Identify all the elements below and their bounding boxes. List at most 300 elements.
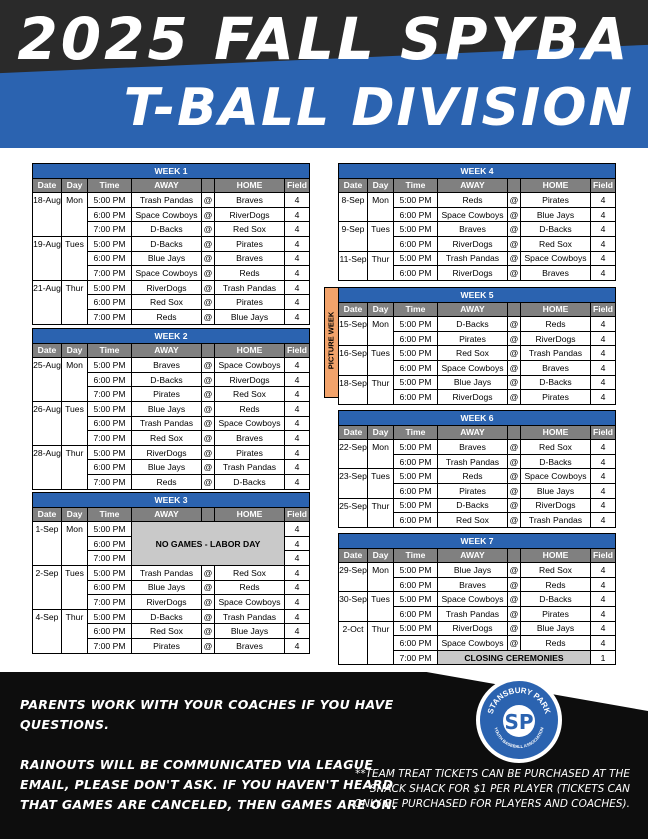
date-cell: 22-Sep: [339, 440, 368, 455]
day-cell: [62, 624, 88, 639]
day-cell: [368, 331, 394, 346]
day-cell: [368, 390, 394, 405]
time-cell: 5:00 PM: [88, 522, 132, 537]
time-cell: 7:00 PM: [88, 595, 132, 610]
column-header: Time: [394, 178, 438, 193]
day-cell: [62, 295, 88, 310]
field-cell: 4: [285, 266, 310, 281]
vs-cell: @: [508, 236, 521, 251]
home-cell: Braves: [215, 638, 285, 653]
date-cell: [339, 577, 368, 592]
field-cell: 4: [591, 346, 616, 361]
game-row: [33, 460, 310, 475]
date-cell: [339, 207, 368, 222]
time-cell: 5:00 PM: [394, 346, 438, 361]
footer-note: [354, 767, 630, 812]
field-cell: 4: [591, 563, 616, 578]
date-cell: 26-Aug: [33, 401, 62, 416]
date-cell: 25-Aug: [33, 358, 62, 373]
footer-note-3: ONLY BE PURCHASED FOR PLAYERS AND COACHES).: [353, 798, 630, 810]
week-table-7: [338, 533, 615, 665]
game-row: [33, 522, 310, 537]
home-cell: Space Cowboys: [215, 358, 285, 373]
vs-cell: @: [508, 592, 521, 607]
away-cell: Blue Jays: [132, 460, 202, 475]
date-cell: 1-Sep: [33, 522, 62, 537]
game-row: [33, 236, 310, 251]
time-cell: 6:00 PM: [88, 416, 132, 431]
time-cell: 6:00 PM: [394, 513, 438, 528]
day-cell: Mon: [62, 193, 88, 208]
column-header: Field: [591, 302, 616, 317]
column-header: Field: [285, 507, 310, 522]
home-cell: Pirates: [521, 606, 591, 621]
home-cell: Trash Pandas: [521, 346, 591, 361]
date-cell: [33, 595, 62, 610]
field-cell: 4: [285, 295, 310, 310]
time-cell: 5:00 PM: [394, 222, 438, 237]
date-cell: [339, 390, 368, 405]
time-cell: 5:00 PM: [88, 358, 132, 373]
vs-cell: @: [508, 331, 521, 346]
home-cell: Red Sox: [521, 236, 591, 251]
date-cell: [33, 387, 62, 402]
time-cell: 5:00 PM: [394, 469, 438, 484]
week-title: WEEK 4: [339, 164, 616, 179]
column-header: Day: [368, 178, 394, 193]
game-row: [339, 207, 616, 222]
away-cell: Blue Jays: [132, 401, 202, 416]
date-cell: 21-Aug: [33, 280, 62, 295]
date-cell: [33, 624, 62, 639]
date-cell: 25-Sep: [339, 498, 368, 513]
column-header-spacer: [202, 507, 215, 522]
date-cell: [33, 207, 62, 222]
vs-cell: @: [202, 474, 215, 489]
game-row: [339, 650, 616, 665]
day-cell: Tues: [368, 592, 394, 607]
field-cell: 4: [591, 498, 616, 513]
time-cell: 6:00 PM: [394, 577, 438, 592]
field-cell: 4: [591, 483, 616, 498]
home-cell: Braves: [521, 360, 591, 375]
home-cell: Space Cowboys: [215, 416, 285, 431]
home-cell: Red Sox: [215, 222, 285, 237]
week-table-3: [32, 492, 309, 654]
game-row: [339, 606, 616, 621]
column-header: Field: [285, 178, 310, 193]
home-cell: D-Backs: [521, 222, 591, 237]
week-title: WEEK 1: [33, 164, 310, 179]
vs-cell: @: [508, 563, 521, 578]
field-cell: 4: [285, 638, 310, 653]
vs-cell: @: [508, 375, 521, 390]
away-cell: Trash Pandas: [438, 454, 508, 469]
away-cell: D-Backs: [438, 317, 508, 332]
column-header: Field: [285, 343, 310, 358]
away-cell: RiverDogs: [438, 390, 508, 405]
game-row: [33, 251, 310, 266]
vs-cell: @: [508, 454, 521, 469]
game-row: [33, 309, 310, 324]
time-cell: 6:00 PM: [394, 331, 438, 346]
field-cell: 4: [591, 390, 616, 405]
game-row: [33, 295, 310, 310]
home-cell: Red Sox: [521, 440, 591, 455]
date-cell: [339, 454, 368, 469]
column-header: Date: [339, 548, 368, 563]
time-cell: 5:00 PM: [88, 609, 132, 624]
date-cell: [33, 460, 62, 475]
column-header: Date: [339, 178, 368, 193]
vs-cell: @: [508, 636, 521, 651]
title-line-2: T-BALL DIVISION: [123, 78, 634, 138]
field-cell: 1: [591, 650, 616, 665]
column-header: Day: [62, 178, 88, 193]
header-banner: [0, 0, 648, 148]
game-row: [339, 498, 616, 513]
date-cell: 18-Aug: [33, 193, 62, 208]
game-row: [33, 565, 310, 580]
field-cell: 4: [591, 636, 616, 651]
away-cell: D-Backs: [132, 222, 202, 237]
field-cell: 4: [285, 280, 310, 295]
day-cell: Thur: [62, 445, 88, 460]
column-header: Field: [591, 178, 616, 193]
game-row: [33, 207, 310, 222]
logo-top-text: STANSBURY PARK: [485, 685, 553, 715]
logo-mark: SP: [504, 710, 534, 734]
vs-cell: @: [508, 390, 521, 405]
vs-cell: @: [508, 222, 521, 237]
date-cell: [339, 636, 368, 651]
vs-cell: @: [508, 360, 521, 375]
field-cell: 4: [591, 251, 616, 266]
home-cell: Blue Jays: [521, 621, 591, 636]
game-row: [339, 390, 616, 405]
away-cell: RiverDogs: [132, 595, 202, 610]
time-cell: 5:00 PM: [88, 401, 132, 416]
field-cell: 4: [591, 469, 616, 484]
column-header: Time: [394, 548, 438, 563]
field-cell: 4: [591, 266, 616, 281]
time-cell: 6:00 PM: [394, 390, 438, 405]
home-cell: Red Sox: [215, 387, 285, 402]
column-header: Time: [88, 343, 132, 358]
day-cell: [62, 251, 88, 266]
vs-cell: @: [508, 193, 521, 208]
game-row: [33, 416, 310, 431]
date-cell: 29-Sep: [339, 563, 368, 578]
day-cell: [62, 309, 88, 324]
day-cell: Tues: [62, 565, 88, 580]
date-cell: 19-Aug: [33, 236, 62, 251]
away-cell: Pirates: [438, 483, 508, 498]
week-title: WEEK 2: [33, 329, 310, 344]
date-cell: [339, 360, 368, 375]
day-cell: Tues: [62, 401, 88, 416]
column-header-spacer: [508, 548, 521, 563]
vs-cell: @: [508, 440, 521, 455]
week-title: WEEK 6: [339, 411, 616, 426]
field-cell: 4: [285, 609, 310, 624]
footer-line-3: RAINOUTS WILL BE COMMUNICATED VIA LEAGUE: [20, 757, 374, 772]
game-row: [33, 358, 310, 373]
field-cell: 4: [285, 372, 310, 387]
vs-cell: @: [202, 416, 215, 431]
time-cell: 5:00 PM: [394, 592, 438, 607]
game-row: [33, 193, 310, 208]
home-cell: Pirates: [215, 236, 285, 251]
column-header: Time: [88, 178, 132, 193]
day-cell: Tues: [368, 222, 394, 237]
date-cell: 18-Sep: [339, 375, 368, 390]
game-row: [33, 474, 310, 489]
date-cell: [33, 551, 62, 566]
home-cell: RiverDogs: [521, 331, 591, 346]
day-cell: [62, 460, 88, 475]
date-cell: [33, 251, 62, 266]
day-cell: [62, 207, 88, 222]
column-header: HOME: [521, 178, 591, 193]
time-cell: 6:00 PM: [88, 295, 132, 310]
vs-cell: @: [508, 498, 521, 513]
home-cell: D-Backs: [521, 454, 591, 469]
time-cell: 6:00 PM: [394, 454, 438, 469]
vs-cell: @: [202, 431, 215, 446]
away-cell: D-Backs: [132, 609, 202, 624]
date-cell: [33, 295, 62, 310]
game-row: [339, 513, 616, 528]
away-cell: Blue Jays: [438, 375, 508, 390]
vs-cell: @: [202, 609, 215, 624]
home-cell: Reds: [215, 580, 285, 595]
week-table-4: [338, 163, 615, 281]
field-cell: 4: [591, 222, 616, 237]
vs-cell: @: [202, 595, 215, 610]
column-header: Field: [591, 548, 616, 563]
day-cell: [368, 577, 394, 592]
footer-note-2: SNACK SHACK FOR $1 PER PLAYER (TICKETS CAN: [369, 783, 630, 795]
date-cell: 16-Sep: [339, 346, 368, 361]
game-row: [339, 331, 616, 346]
column-header: AWAY: [132, 507, 202, 522]
game-row: [339, 636, 616, 651]
time-cell: 7:00 PM: [88, 551, 132, 566]
no-games-label: NO GAMES - LABOR DAY: [132, 522, 285, 566]
day-cell: Mon: [368, 193, 394, 208]
home-cell: D-Backs: [521, 592, 591, 607]
home-cell: Pirates: [215, 445, 285, 460]
column-header: Day: [62, 507, 88, 522]
vs-cell: @: [202, 401, 215, 416]
week-table-5: [338, 287, 615, 405]
column-header: Date: [33, 507, 62, 522]
game-row: [339, 483, 616, 498]
column-header: AWAY: [132, 178, 202, 193]
time-cell: 6:00 PM: [88, 624, 132, 639]
day-cell: [62, 372, 88, 387]
home-cell: Reds: [521, 636, 591, 651]
away-cell: Space Cowboys: [438, 207, 508, 222]
day-cell: [368, 483, 394, 498]
vs-cell: @: [202, 565, 215, 580]
column-header: Date: [339, 302, 368, 317]
away-cell: Space Cowboys: [132, 266, 202, 281]
date-cell: [33, 372, 62, 387]
game-row: [33, 401, 310, 416]
field-cell: 4: [285, 474, 310, 489]
date-cell: [339, 236, 368, 251]
day-cell: Tues: [62, 236, 88, 251]
game-row: [33, 624, 310, 639]
day-cell: [62, 416, 88, 431]
day-cell: [62, 638, 88, 653]
home-cell: Braves: [215, 193, 285, 208]
time-cell: 6:00 PM: [394, 483, 438, 498]
column-header: AWAY: [438, 178, 508, 193]
vs-cell: @: [202, 222, 215, 237]
home-cell: Space Cowboys: [521, 469, 591, 484]
date-cell: 23-Sep: [339, 469, 368, 484]
home-cell: Blue Jays: [521, 207, 591, 222]
footer-note-1: **TEAM TREAT TICKETS CAN BE PURCHASED AT THE: [355, 768, 630, 780]
game-row: [33, 280, 310, 295]
column-header: HOME: [215, 178, 285, 193]
away-cell: D-Backs: [132, 236, 202, 251]
day-cell: [368, 207, 394, 222]
home-cell: Reds: [521, 577, 591, 592]
column-header-spacer: [202, 343, 215, 358]
vs-cell: @: [202, 236, 215, 251]
time-cell: 5:00 PM: [394, 375, 438, 390]
game-row: [33, 445, 310, 460]
vs-cell: @: [202, 280, 215, 295]
date-cell: [33, 474, 62, 489]
home-cell: Red Sox: [521, 563, 591, 578]
vs-cell: @: [508, 346, 521, 361]
time-cell: 5:00 PM: [394, 563, 438, 578]
date-cell: [339, 483, 368, 498]
game-row: [339, 469, 616, 484]
column-header: Field: [591, 425, 616, 440]
vs-cell: @: [202, 638, 215, 653]
date-cell: [33, 266, 62, 281]
time-cell: 6:00 PM: [394, 360, 438, 375]
day-cell: [368, 606, 394, 621]
vs-cell: @: [202, 358, 215, 373]
home-cell: Reds: [215, 266, 285, 281]
time-cell: 5:00 PM: [394, 193, 438, 208]
date-cell: [339, 266, 368, 281]
home-cell: RiverDogs: [521, 498, 591, 513]
date-cell: [339, 606, 368, 621]
vs-cell: @: [202, 251, 215, 266]
field-cell: 4: [285, 551, 310, 566]
day-cell: Thur: [368, 621, 394, 636]
field-cell: 4: [285, 222, 310, 237]
day-cell: Thur: [368, 375, 394, 390]
column-header-spacer: [508, 178, 521, 193]
home-cell: Space Cowboys: [521, 251, 591, 266]
day-cell: Mon: [62, 358, 88, 373]
column-header: HOME: [215, 507, 285, 522]
field-cell: 4: [285, 358, 310, 373]
vs-cell: @: [202, 266, 215, 281]
logo-graphic: [480, 681, 558, 759]
vs-cell: @: [202, 624, 215, 639]
column-header: Day: [368, 302, 394, 317]
date-cell: 28-Aug: [33, 445, 62, 460]
field-cell: 4: [285, 416, 310, 431]
date-cell: [33, 580, 62, 595]
column-header-spacer: [508, 302, 521, 317]
home-cell: Trash Pandas: [521, 513, 591, 528]
footer-line-1: PARENTS WORK WITH YOUR COACHES IF YOU HAVE: [20, 697, 394, 712]
date-cell: 2-Sep: [33, 565, 62, 580]
game-row: [339, 621, 616, 636]
vs-cell: @: [202, 295, 215, 310]
closing-ceremonies-label: CLOSING CEREMONIES: [438, 650, 591, 665]
day-cell: Thur: [368, 251, 394, 266]
footer-line-4: EMAIL, PLEASE DON'T ASK. IF YOU HAVEN'T HEARD: [20, 777, 394, 792]
day-cell: [368, 650, 394, 665]
day-cell: Thur: [368, 498, 394, 513]
field-cell: 4: [285, 522, 310, 537]
field-cell: 4: [591, 317, 616, 332]
vs-cell: @: [508, 513, 521, 528]
time-cell: 5:00 PM: [394, 440, 438, 455]
day-cell: [62, 536, 88, 551]
away-cell: Space Cowboys: [132, 207, 202, 222]
game-row: [339, 360, 616, 375]
home-cell: Blue Jays: [521, 483, 591, 498]
game-row: [33, 595, 310, 610]
away-cell: Braves: [438, 440, 508, 455]
time-cell: 7:00 PM: [88, 638, 132, 653]
field-cell: 4: [591, 621, 616, 636]
field-cell: 4: [285, 401, 310, 416]
game-row: [339, 266, 616, 281]
column-header: HOME: [521, 425, 591, 440]
time-cell: 7:00 PM: [88, 309, 132, 324]
game-row: [339, 236, 616, 251]
away-cell: Red Sox: [132, 295, 202, 310]
week-table-6: [338, 410, 615, 528]
away-cell: Blue Jays: [132, 580, 202, 595]
day-cell: [368, 236, 394, 251]
game-row: [339, 251, 616, 266]
away-cell: RiverDogs: [438, 236, 508, 251]
picture-week-tag: [324, 287, 339, 398]
home-cell: Pirates: [521, 390, 591, 405]
away-cell: Blue Jays: [132, 251, 202, 266]
day-cell: [62, 580, 88, 595]
time-cell: 5:00 PM: [88, 280, 132, 295]
time-cell: 6:00 PM: [88, 207, 132, 222]
vs-cell: @: [508, 207, 521, 222]
column-header: Date: [33, 343, 62, 358]
vs-cell: @: [508, 621, 521, 636]
away-cell: Space Cowboys: [438, 360, 508, 375]
away-cell: Blue Jays: [438, 563, 508, 578]
game-row: [33, 638, 310, 653]
vs-cell: @: [508, 251, 521, 266]
vs-cell: @: [508, 469, 521, 484]
footer-rainouts-text: [20, 755, 397, 815]
day-cell: Mon: [368, 563, 394, 578]
field-cell: 4: [591, 207, 616, 222]
